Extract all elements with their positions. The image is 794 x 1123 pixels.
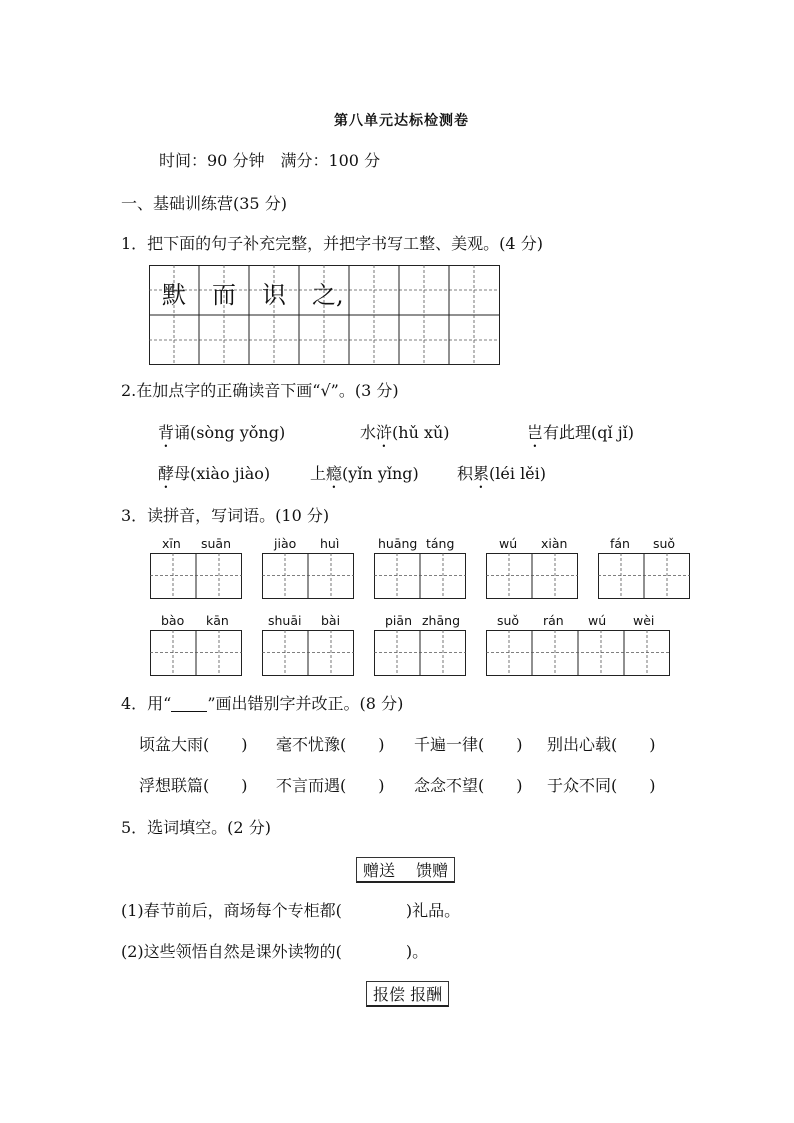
pinyin: huāng	[378, 536, 418, 551]
question-5-prompt: 5．选词填空。(2 分)	[121, 818, 271, 837]
pinyin: xiàn	[541, 536, 568, 551]
exam-meta: 时间：90 分钟 满分：100 分	[159, 151, 381, 170]
word-box	[486, 630, 670, 676]
pinyin: wèi	[633, 613, 655, 628]
pinyin: jiào	[274, 536, 297, 551]
pinyin: kān	[206, 613, 229, 628]
pinyin: bào	[161, 613, 185, 628]
pinyin: wú	[499, 536, 518, 551]
word-box	[262, 553, 354, 599]
pinyin: wú	[588, 613, 607, 628]
reading-option: 上瘾(yǐn yǐng)	[310, 464, 419, 483]
reading-option: 水浒(hǔ xǔ)	[360, 423, 450, 442]
pinyin: bài	[321, 613, 341, 628]
underline-mark	[171, 695, 207, 712]
grid-char: 识	[262, 281, 286, 309]
section-heading: 一、基础训练营(35 分)	[121, 194, 287, 213]
idiom-item: 念念不望( )	[414, 776, 523, 795]
idiom-item: 顷盆大雨( )	[139, 735, 248, 754]
word-box	[262, 630, 354, 676]
word-box	[374, 553, 466, 599]
fill-sentence: (2)这些领悟自然是课外读物的( )。	[121, 942, 429, 961]
page-title: 第八单元达标检测卷	[334, 113, 469, 129]
pinyin: suān	[201, 536, 232, 551]
question-3-prompt: 3．读拼音，写词语。(10 分)	[121, 506, 330, 525]
idiom-item: 别出心载( )	[547, 735, 656, 754]
word-choice-box: 报偿 报酬	[366, 981, 449, 1007]
pinyin: piān	[385, 613, 412, 628]
question-2-prompt: 2.在加点字的正确读音下画“√”。(3 分)	[121, 381, 399, 400]
pinyin: suǒ	[497, 613, 520, 628]
grid-char: 默	[162, 281, 186, 309]
pinyin: xīn	[162, 536, 181, 551]
idiom-item: 千遍一律( )	[414, 735, 523, 754]
idiom-item: 毫不忧豫( )	[276, 735, 385, 754]
pinyin: shuāi	[268, 613, 302, 628]
idiom-item: 浮想联篇( )	[139, 776, 248, 795]
word-box	[374, 630, 466, 676]
idiom-item: 于众不同( )	[547, 776, 656, 795]
check-mark: √	[320, 381, 331, 400]
idiom-item: 不言而遇( )	[276, 776, 385, 795]
pinyin: fán	[610, 536, 630, 551]
question-4-prompt: 4．用“ ”画出错别字并改正。(8 分)	[121, 694, 404, 713]
reading-option: 酵母(xiào jiào)	[158, 464, 271, 483]
reading-option: 背诵(sòng yǒng)	[158, 423, 286, 442]
pinyin: zhāng	[422, 613, 461, 628]
grid-char: 之,	[312, 281, 344, 309]
question-1-prompt: 1．把下面的句子补充完整，并把字书写工整、美观。(4 分)	[121, 234, 543, 253]
word-box	[598, 553, 690, 599]
pinyin: huì	[320, 536, 340, 551]
grid-char: 而	[212, 281, 236, 309]
pinyin: rán	[543, 613, 564, 628]
reading-option: 岂有此理(qǐ jǐ)	[527, 423, 635, 442]
word-box	[150, 553, 242, 599]
word-box	[150, 630, 242, 676]
word-choice-box: 赠送 馈赠	[356, 857, 455, 883]
fill-sentence: (1)春节前后，商场每个专柜都( )礼品。	[121, 901, 461, 920]
pinyin: suǒ	[653, 536, 676, 551]
word-box	[486, 553, 578, 599]
reading-option: 积累(léi lěi)	[457, 464, 547, 483]
pinyin: táng	[426, 536, 455, 551]
